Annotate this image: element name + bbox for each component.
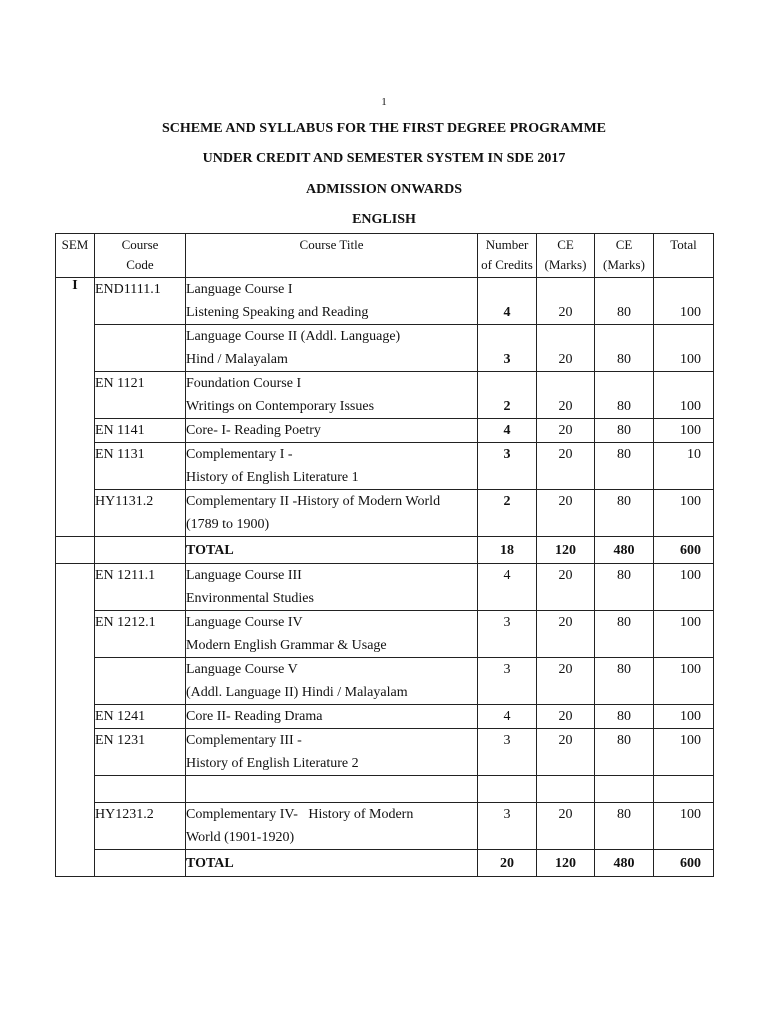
course-title: Complementary III - History of English Literature 2	[186, 729, 478, 776]
credits: 3	[478, 611, 537, 658]
table-header-row	[56, 234, 714, 278]
total-ce-2: 480	[595, 850, 654, 877]
course-title	[186, 776, 478, 803]
total-marks: 100	[654, 564, 714, 611]
course-title: Language Course IV Modern English Grammar & Usage	[186, 611, 478, 658]
ce-marks-2: 80	[595, 705, 654, 729]
ce-marks: 20	[537, 658, 595, 705]
course-title: Language Course I Listening Speaking and Reading	[186, 278, 478, 325]
course-title: Language Course V (Addl. Language II) Hindi / Malayalam	[186, 658, 478, 705]
table-row	[56, 658, 714, 705]
ce-marks	[537, 776, 595, 803]
credits	[478, 776, 537, 803]
table-row	[56, 419, 714, 443]
table-row	[56, 729, 714, 776]
credits: 3	[478, 443, 537, 490]
ce-marks-2: 80	[595, 490, 654, 537]
ce-marks: 20	[537, 705, 595, 729]
credits: 4	[478, 278, 537, 325]
title-line-3: ADMISSION ONWARDS	[306, 182, 462, 197]
title-line-2: UNDER CREDIT AND SEMESTER SYSTEM IN SDE 2017	[202, 151, 566, 166]
ce-marks-2: 80	[595, 803, 654, 850]
course-code: EN 1212.1	[95, 611, 186, 658]
total-marks: 100	[654, 658, 714, 705]
course-code: EN 1241	[95, 705, 186, 729]
header-sem: SEM	[56, 234, 95, 278]
table-row	[56, 278, 714, 325]
total-marks: 100	[654, 705, 714, 729]
table-row	[56, 490, 714, 537]
course-code: END1111.1	[95, 278, 186, 325]
credits: 3	[478, 803, 537, 850]
credits: 3	[478, 325, 537, 372]
course-title: Complementary IV- History of Modern World (1901-1920)	[186, 803, 478, 850]
course-code: HY1231.2	[95, 803, 186, 850]
total-marks: 100	[654, 803, 714, 850]
total-marks: 100	[654, 490, 714, 537]
ce-marks-2: 80	[595, 611, 654, 658]
credits: 4	[478, 705, 537, 729]
course-code: EN 1211.1	[95, 564, 186, 611]
page-number: 1	[381, 96, 387, 108]
total-marks: 100	[654, 325, 714, 372]
credits: 3	[478, 658, 537, 705]
course-code: EN 1141	[95, 419, 186, 443]
credits: 3	[478, 729, 537, 776]
total-label: TOTAL	[186, 537, 478, 564]
total-marks: 100	[654, 611, 714, 658]
ce-marks-2: 80	[595, 278, 654, 325]
table-row	[56, 372, 714, 419]
semester-cell	[56, 564, 95, 877]
ce-marks-2: 80	[595, 564, 654, 611]
header-total: Total	[654, 234, 714, 278]
subject-title: ENGLISH	[352, 212, 416, 227]
scheme-table	[55, 233, 714, 877]
credits: 2	[478, 372, 537, 419]
total-marks: 100	[654, 419, 714, 443]
course-title: Language Course III Environmental Studies	[186, 564, 478, 611]
course-code	[95, 850, 186, 877]
total-ce: 120	[537, 850, 595, 877]
total-marks: 100	[654, 729, 714, 776]
course-title: Complementary II -History of Modern World (1789 to 1900)	[186, 490, 478, 537]
ce-marks-2: 80	[595, 372, 654, 419]
header-credits: Number of Credits	[478, 234, 537, 278]
course-title: Language Course II (Addl. Language) Hind / Malayalam	[186, 325, 478, 372]
course-code: EN 1131	[95, 443, 186, 490]
ce-marks: 20	[537, 419, 595, 443]
header-ce-marks: CE (Marks)	[537, 234, 595, 278]
ce-marks: 20	[537, 564, 595, 611]
semester-cell	[56, 537, 95, 564]
course-code: HY1131.2	[95, 490, 186, 537]
header-ce-marks-2: CE (Marks)	[595, 234, 654, 278]
total-row	[56, 537, 714, 564]
title-line-1: SCHEME AND SYLLABUS FOR THE FIRST DEGREE PROGRAMME	[161, 121, 607, 136]
total-ce: 120	[537, 537, 595, 564]
total-label: TOTAL	[186, 850, 478, 877]
table-row	[56, 564, 714, 611]
ce-marks: 20	[537, 325, 595, 372]
total-marks: 600	[654, 537, 714, 564]
course-code: EN 1121	[95, 372, 186, 419]
course-code	[95, 776, 186, 803]
total-marks	[654, 776, 714, 803]
header-course-title: Course Title	[186, 234, 478, 278]
course-code	[95, 325, 186, 372]
ce-marks: 20	[537, 443, 595, 490]
ce-marks-2	[595, 776, 654, 803]
total-marks: 100	[654, 372, 714, 419]
table-row	[56, 705, 714, 729]
ce-marks-2: 80	[595, 658, 654, 705]
course-code: EN 1231	[95, 729, 186, 776]
total-credits: 20	[478, 850, 537, 877]
credits: 4	[478, 419, 537, 443]
ce-marks: 20	[537, 611, 595, 658]
table-row	[56, 611, 714, 658]
ce-marks: 20	[537, 729, 595, 776]
ce-marks: 20	[537, 278, 595, 325]
ce-marks-2: 80	[595, 443, 654, 490]
blank-row	[56, 776, 714, 803]
header-course-code: Course Code	[95, 234, 186, 278]
total-ce-2: 480	[595, 537, 654, 564]
course-title: Foundation Course I Writings on Contemporary Issues	[186, 372, 478, 419]
ce-marks-2: 80	[595, 325, 654, 372]
semester-label: I	[56, 278, 95, 537]
total-marks: 100	[654, 278, 714, 325]
course-title: Complementary I - History of English Literature 1	[186, 443, 478, 490]
ce-marks: 20	[537, 490, 595, 537]
table-row	[56, 325, 714, 372]
course-title: Core II- Reading Drama	[186, 705, 478, 729]
ce-marks-2: 80	[595, 419, 654, 443]
total-row	[56, 850, 714, 877]
total-credits: 18	[478, 537, 537, 564]
ce-marks: 20	[537, 803, 595, 850]
credits: 4	[478, 564, 537, 611]
table-row	[56, 443, 714, 490]
ce-marks: 20	[537, 372, 595, 419]
course-title: Core- I- Reading Poetry	[186, 419, 478, 443]
course-code	[95, 537, 186, 564]
course-code	[95, 658, 186, 705]
table-row	[56, 803, 714, 850]
ce-marks-2: 80	[595, 729, 654, 776]
credits: 2	[478, 490, 537, 537]
total-marks: 600	[654, 850, 714, 877]
total-marks: 10	[654, 443, 714, 490]
